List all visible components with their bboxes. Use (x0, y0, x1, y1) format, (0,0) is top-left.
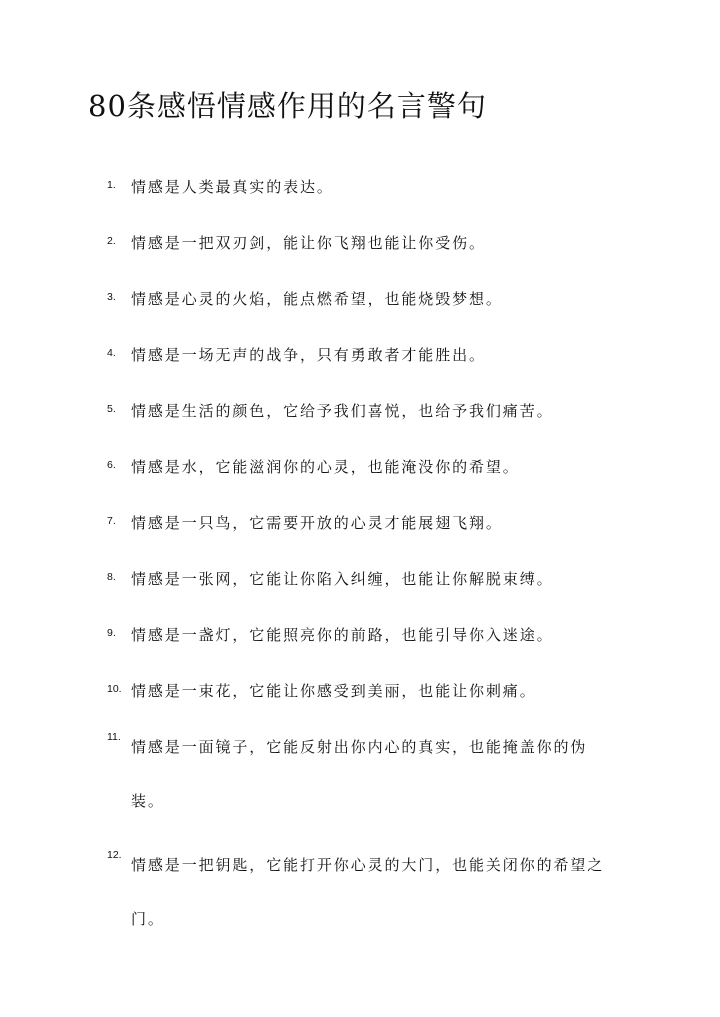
list-item-number: 4. (107, 347, 116, 359)
list-item (0, 672, 720, 710)
list-item (0, 224, 720, 262)
list-item-text: 情感是一把双刃剑，能让你飞翔也能让你受伤。 (131, 234, 486, 252)
list-item (0, 392, 720, 430)
list-item-text: 情感是一张网，它能让你陷入纠缠，也能让你解脱束缚。 (131, 570, 554, 588)
list-item-text: 情感是一束花，它能让你感受到美丽，也能让你刺痛。 (131, 682, 537, 700)
list-item-number: 11. (107, 731, 121, 743)
list-item-number: 7. (107, 515, 116, 527)
quote-list (0, 168, 720, 946)
list-item-text: 情感是一面镜子，它能反射出你内心的真实，也能掩盖你的伪装。 (131, 738, 588, 810)
document-title: 80条感悟情感作用的名言警句 (88, 89, 487, 123)
list-item-number: 2. (107, 235, 116, 247)
list-item-number: 9. (107, 627, 116, 639)
list-item-text: 情感是人类最真实的表达。 (131, 178, 334, 196)
list-item-text: 情感是一场无声的战争，只有勇敢者才能胜出。 (131, 346, 486, 364)
list-item (0, 280, 720, 318)
list-item-number: 1. (107, 179, 116, 191)
list-item (0, 168, 720, 206)
list-item-text: 情感是心灵的火焰，能点燃希望，也能烧毁梦想。 (131, 290, 503, 308)
list-item-number: 10. (107, 683, 122, 695)
list-item (0, 448, 720, 486)
list-item (0, 838, 720, 946)
list-item-text: 情感是一盏灯，它能照亮你的前路，也能引导你入迷途。 (131, 626, 554, 644)
list-item-number: 6. (107, 459, 116, 471)
list-item-number: 3. (107, 291, 116, 303)
list-item (0, 616, 720, 654)
list-item-text: 情感是一只鸟，它需要开放的心灵才能展翅飞翔。 (131, 514, 503, 532)
list-item-number: 5. (107, 403, 116, 415)
list-item (0, 336, 720, 374)
list-item-text: 情感是水，它能滋润你的心灵，也能淹没你的希望。 (131, 458, 520, 476)
list-item (0, 504, 720, 542)
list-item-number: 8. (107, 571, 116, 583)
list-item-number: 12. (107, 849, 122, 861)
list-item (0, 720, 720, 828)
list-item (0, 560, 720, 598)
list-item-text: 情感是一把钥匙，它能打开你心灵的大门，也能关闭你的希望之门。 (131, 856, 605, 928)
list-item-text: 情感是生活的颜色，它给予我们喜悦，也给予我们痛苦。 (131, 402, 554, 420)
